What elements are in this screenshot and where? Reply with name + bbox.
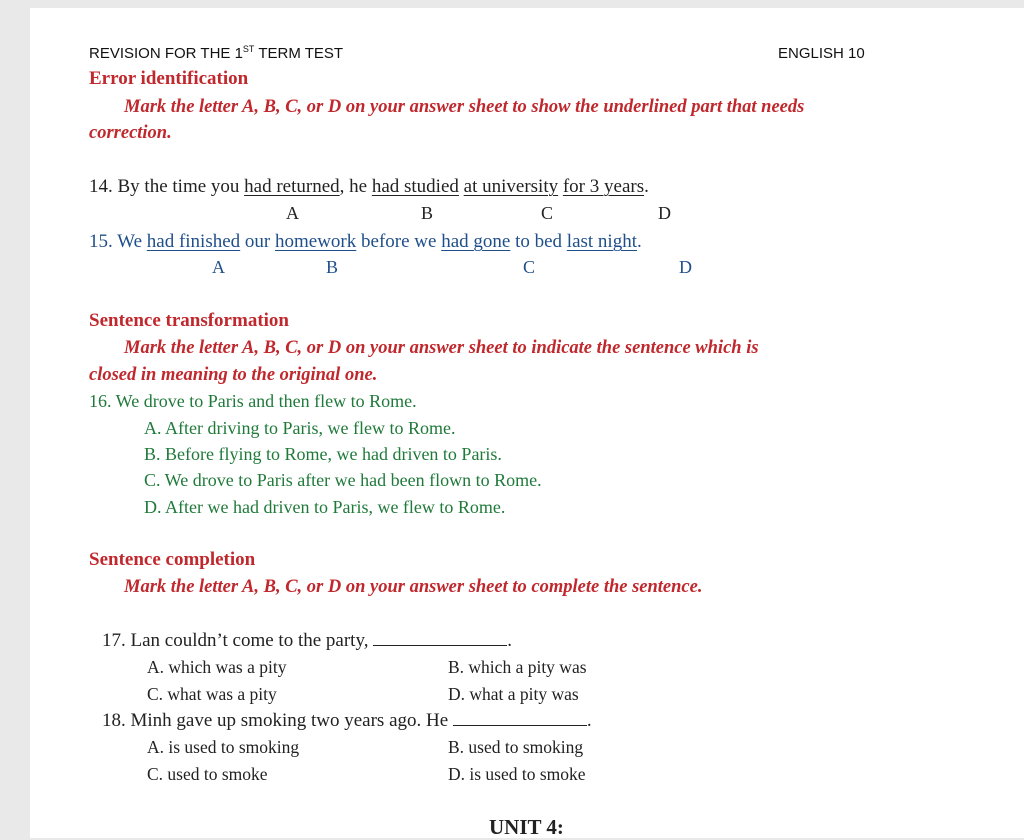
q15-letter-b: B [326,257,339,277]
q15-letter-c: C [523,257,536,277]
q18-option-c: C. used to smoke [147,764,268,784]
q16-option-d: D. After we had driven to Paris, we flew to Rome. [144,497,506,517]
q14-letter-b: B [421,203,434,223]
q15-letter-a: A [212,257,225,277]
unit-heading: UNIT 4: [489,815,564,839]
question-14: 14. By the time you had returned, he had studied at university for 3 years. [89,176,649,197]
q17-answer-blank [373,645,507,646]
instruction-sentence-completion: Mark the letter A, B, C, or D on your answer sheet to complete the sentence. [124,577,703,597]
q15-letter-d: D [679,257,692,277]
q18-option-b: B. used to smoking [448,737,584,757]
q18-option-a: A. is used to smoking [147,737,300,757]
section-heading-sentence-completion: Sentence completion [89,549,256,570]
question-18-stem: 18. Minh gave up smoking two years ago. He . [102,710,592,731]
section-heading-error-identification: Error identification [89,68,249,89]
question-17-stem: 17. Lan couldn’t come to the party, . [102,630,512,651]
instruction-sentence-transformation-line1: Mark the letter A, B, C, or D on your answer sheet to indicate the sentence which is [124,338,759,358]
worksheet-title: REVISION FOR THE 1ST TERM TEST [89,44,344,62]
q18-option-d: D. is used to smoke [448,764,586,784]
question-16-stem: 16. We drove to Paris and then flew to Rome. [89,391,417,411]
instruction-error-identification-line1: Mark the letter A, B, C, or D on your answer sheet to show the underlined part that needs [124,97,805,117]
q17-option-c: C. what was a pity [147,684,277,704]
instruction-sentence-transformation-line2: closed in meaning to the original one. [89,365,378,385]
q17-option-a: A. which was a pity [147,657,287,677]
q18-answer-blank [453,725,587,726]
q16-option-b: B. Before flying to Rome, we had driven to Paris. [144,444,502,464]
section-heading-sentence-transformation: Sentence transformation [89,310,289,331]
instruction-error-identification-line2: correction. [89,123,172,143]
q14-letter-d: D [658,203,671,223]
q17-option-d: D. what a pity was [448,684,579,704]
question-15: 15. We had finished our homework before we had gone to bed last night. [89,231,642,252]
q16-option-c: C. We drove to Paris after we had been flown to Rome. [144,470,542,490]
q16-option-a: A. After driving to Paris, we flew to Rome. [144,418,456,438]
worksheet-page [30,8,1024,838]
q14-letter-c: C [541,203,554,223]
q17-option-b: B. which a pity was [448,657,587,677]
subject-label: ENGLISH 10 [778,45,865,62]
q14-letter-a: A [286,203,299,223]
